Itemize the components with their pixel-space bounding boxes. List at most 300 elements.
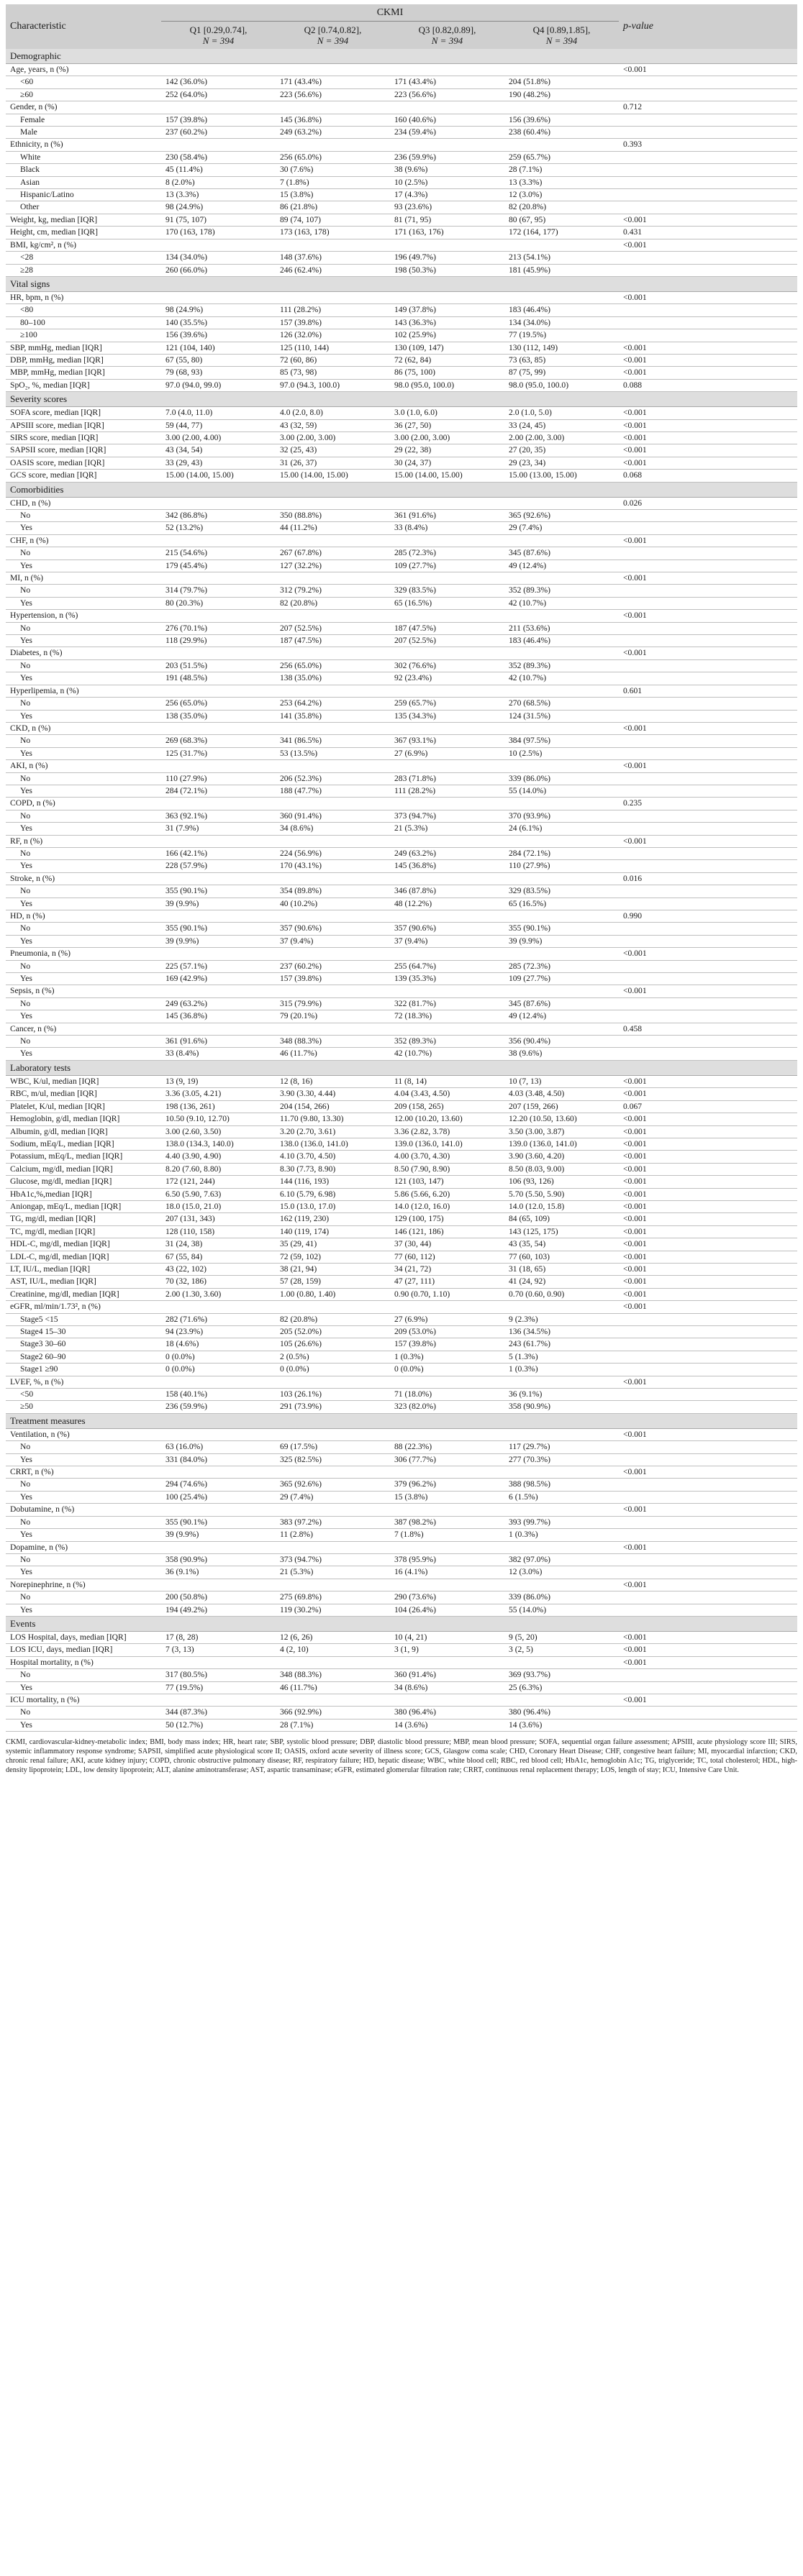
variable-label: HR, bpm, n (%) [6, 291, 161, 303]
value-cell-q3: 7 (1.8%) [390, 1529, 504, 1541]
p-value-cell [619, 547, 797, 559]
value-cell-q1: 145 (36.8%) [161, 1010, 276, 1023]
value-cell-q3: 34 (8.6%) [390, 1681, 504, 1694]
value-cell-q2: 157 (39.8%) [276, 973, 390, 985]
empty-cell [161, 1504, 276, 1516]
value-cell-q2: 207 (52.5%) [276, 622, 390, 634]
category-row [6, 622, 797, 634]
value-cell-q3: 29 (22, 38) [390, 444, 504, 457]
value-cell-q1: 18.0 (15.0, 21.0) [161, 1200, 276, 1212]
category-label: Yes [6, 522, 161, 534]
p-value-cell: <0.001 [619, 985, 797, 997]
category-label: No [6, 585, 161, 597]
category-row [6, 176, 797, 188]
category-row [6, 1553, 797, 1566]
value-cell-q1: 0 (0.0%) [161, 1351, 276, 1363]
value-cell-q4: 352 (89.3%) [504, 659, 619, 672]
p-value-cell [619, 785, 797, 797]
value-cell-q2: 97.0 (94.3, 100.0) [276, 379, 390, 391]
variable-label: HDL-C, mg/dl, median [IQR] [6, 1238, 161, 1251]
value-cell-q2: 350 (88.8%) [276, 510, 390, 522]
value-cell-q3: 306 (77.7%) [390, 1453, 504, 1466]
value-cell-q4: 329 (83.5%) [504, 885, 619, 898]
value-cell-q3: 1 (0.3%) [390, 1351, 504, 1363]
value-cell-q4: 42 (10.7%) [504, 672, 619, 685]
value-cell-q1: 33 (8.4%) [161, 1048, 276, 1060]
value-cell-q2: 3.00 (2.00, 3.00) [276, 431, 390, 444]
value-cell-q4: 369 (93.7%) [504, 1669, 619, 1681]
value-cell-q2: 312 (79.2%) [276, 585, 390, 597]
value-cell-q3: 71 (18.0%) [390, 1389, 504, 1401]
variable-label: Sodium, mEq/L, median [IQR] [6, 1138, 161, 1150]
value-cell-q1: 198 (136, 261) [161, 1100, 276, 1113]
category-row [6, 860, 797, 872]
value-cell-q2: 15 (3.8%) [276, 189, 390, 201]
value-cell-q2: 366 (92.9%) [276, 1707, 390, 1719]
p-value-cell [619, 597, 797, 609]
p-value-cell [619, 960, 797, 972]
p-value-cell: <0.001 [619, 1188, 797, 1200]
value-cell-q2: 44 (11.2%) [276, 522, 390, 534]
value-cell-q2: 373 (94.7%) [276, 1553, 390, 1566]
p-value-cell: <0.001 [619, 354, 797, 366]
empty-cell [276, 985, 390, 997]
variable-label: Hypertension, n (%) [6, 610, 161, 622]
value-cell-q1: 225 (57.1%) [161, 960, 276, 972]
category-label: Yes [6, 785, 161, 797]
value-cell-q1: 31 (24, 38) [161, 1238, 276, 1251]
category-row [6, 1036, 797, 1048]
value-cell-q3: 196 (49.7%) [390, 252, 504, 264]
category-row [6, 189, 797, 201]
empty-cell [161, 64, 276, 76]
value-cell-q4: 181 (45.9%) [504, 264, 619, 276]
value-cell-q3: 352 (89.3%) [390, 1036, 504, 1048]
p-value-cell: <0.001 [619, 64, 797, 76]
value-cell-q1: 249 (63.2%) [161, 997, 276, 1010]
variable-row [6, 367, 797, 379]
value-cell-q4: 49 (12.4%) [504, 1010, 619, 1023]
p-value-cell: <0.001 [619, 1376, 797, 1388]
variable-row [6, 379, 797, 391]
category-row [6, 597, 797, 609]
value-cell-q1: 194 (49.2%) [161, 1604, 276, 1616]
category-label: Yes [6, 1453, 161, 1466]
p-value-cell: <0.001 [619, 367, 797, 379]
empty-cell [161, 1579, 276, 1591]
value-cell-q3: 379 (96.2%) [390, 1479, 504, 1491]
value-cell-q4: 345 (87.6%) [504, 547, 619, 559]
p-value-cell: 0.431 [619, 227, 797, 239]
category-row [6, 1529, 797, 1541]
category-row [6, 1401, 797, 1413]
category-label: Yes [6, 1010, 161, 1023]
value-cell-q4: 238 (60.4%) [504, 127, 619, 139]
variable-row [6, 1238, 797, 1251]
empty-cell [504, 1504, 619, 1516]
p-value-cell [619, 510, 797, 522]
value-cell-q4: 41 (24, 92) [504, 1276, 619, 1288]
section-header-row [6, 482, 797, 497]
empty-cell [276, 685, 390, 697]
empty-cell [161, 610, 276, 622]
p-value-cell [619, 88, 797, 101]
value-cell-q3: 17 (4.3%) [390, 189, 504, 201]
value-cell-q1: 200 (50.8%) [161, 1591, 276, 1604]
p-value-cell [619, 772, 797, 785]
quartile-header-q2: Q2 [0.74,0.82], N = 394 [276, 22, 390, 50]
p-value-cell: <0.001 [619, 835, 797, 847]
empty-cell [161, 291, 276, 303]
category-label: Yes [6, 1529, 161, 1541]
p-value-cell [619, 151, 797, 163]
variable-row [6, 1631, 797, 1643]
empty-cell [161, 1656, 276, 1668]
empty-cell [161, 872, 276, 885]
value-cell-q3: 283 (71.8%) [390, 772, 504, 785]
value-cell-q3: 102 (25.9%) [390, 329, 504, 342]
value-cell-q1: 230 (58.4%) [161, 151, 276, 163]
value-cell-q4: 388 (98.5%) [504, 1479, 619, 1491]
value-cell-q3: 109 (27.7%) [390, 559, 504, 572]
p-value-cell [619, 1338, 797, 1351]
empty-cell [390, 985, 504, 997]
variable-row [6, 342, 797, 354]
empty-cell [390, 1579, 504, 1591]
empty-cell [504, 101, 619, 114]
empty-cell [504, 1466, 619, 1479]
value-cell-q1: 59 (44, 77) [161, 419, 276, 431]
value-cell-q2: 237 (60.2%) [276, 960, 390, 972]
empty-cell [276, 722, 390, 734]
value-cell-q4: 84 (65, 109) [504, 1213, 619, 1225]
value-cell-q2: 188 (47.7%) [276, 785, 390, 797]
value-cell-q2: 148 (37.6%) [276, 252, 390, 264]
value-cell-q4: 12 (3.0%) [504, 189, 619, 201]
value-cell-q4: 98.0 (95.0, 100.0) [504, 379, 619, 391]
value-cell-q1: 43 (22, 102) [161, 1263, 276, 1275]
variable-label: HD, n (%) [6, 910, 161, 923]
value-cell-q4: 285 (72.3%) [504, 960, 619, 972]
p-value-cell [619, 847, 797, 859]
variable-row [6, 1188, 797, 1200]
section-header-row [6, 276, 797, 291]
value-cell-q4: 43 (35, 54) [504, 1238, 619, 1251]
variable-row [6, 1644, 797, 1656]
variable-label: MI, n (%) [6, 572, 161, 585]
value-cell-q2: 357 (90.6%) [276, 923, 390, 935]
p-value-cell: 0.235 [619, 798, 797, 810]
value-cell-q3: 149 (37.8%) [390, 304, 504, 316]
section-title: Vital signs [6, 276, 797, 291]
value-cell-q2: 8.30 (7.73, 8.90) [276, 1163, 390, 1175]
value-cell-q3: 171 (43.4%) [390, 76, 504, 88]
variable-header-row [6, 798, 797, 810]
value-cell-q4: 339 (86.0%) [504, 772, 619, 785]
value-cell-q2: 138 (35.0%) [276, 672, 390, 685]
value-cell-q2: 205 (52.0%) [276, 1326, 390, 1338]
category-label: Yes [6, 710, 161, 722]
empty-cell [161, 985, 276, 997]
value-cell-q3: 373 (94.7%) [390, 810, 504, 822]
category-row [6, 659, 797, 672]
variable-row [6, 1225, 797, 1238]
section-header-row [6, 1060, 797, 1075]
value-cell-q2: 31 (26, 37) [276, 457, 390, 469]
value-cell-q2: 275 (69.8%) [276, 1591, 390, 1604]
p-value-cell: 0.990 [619, 910, 797, 923]
value-cell-q2: 46 (11.7%) [276, 1681, 390, 1694]
category-label: No [6, 885, 161, 898]
value-cell-q4: 211 (53.6%) [504, 622, 619, 634]
value-cell-q1: 6.50 (5.90, 7.63) [161, 1188, 276, 1200]
value-cell-q1: 98 (24.9%) [161, 304, 276, 316]
category-label: Stage3 30–60 [6, 1338, 161, 1351]
value-cell-q3: 37 (30, 44) [390, 1238, 504, 1251]
variable-label: LVEF, %, n (%) [6, 1376, 161, 1388]
value-cell-q2: 103 (26.1%) [276, 1389, 390, 1401]
value-cell-q1: 355 (90.1%) [161, 923, 276, 935]
p-value-cell [619, 823, 797, 835]
category-label: Yes [6, 823, 161, 835]
p-value-cell: <0.001 [619, 291, 797, 303]
value-cell-q4: 77 (19.5%) [504, 329, 619, 342]
p-value-cell: <0.001 [619, 457, 797, 469]
value-cell-q2: 354 (89.8%) [276, 885, 390, 898]
category-label: Yes [6, 1681, 161, 1694]
category-label: Stage1 ≥90 [6, 1364, 161, 1376]
variable-label: CHF, n (%) [6, 534, 161, 547]
variable-row [6, 457, 797, 469]
variable-row [6, 1151, 797, 1163]
value-cell-q4: 25 (6.3%) [504, 1681, 619, 1694]
empty-cell [276, 798, 390, 810]
value-cell-q3: 14.0 (12.0, 16.0) [390, 1200, 504, 1212]
p-value-cell [619, 252, 797, 264]
value-cell-q4: 358 (90.9%) [504, 1401, 619, 1413]
value-cell-q4: 9 (2.3%) [504, 1313, 619, 1325]
variable-label: SIRS score, median [IQR] [6, 431, 161, 444]
value-cell-q2: 171 (43.4%) [276, 76, 390, 88]
p-value-cell: <0.001 [619, 1541, 797, 1553]
value-cell-q4: 12.20 (10.50, 13.60) [504, 1113, 619, 1125]
empty-cell [390, 1466, 504, 1479]
value-cell-q3: 81 (71, 95) [390, 214, 504, 226]
empty-cell [390, 872, 504, 885]
empty-cell [390, 1428, 504, 1440]
value-cell-q2: 138.0 (136.0, 141.0) [276, 1138, 390, 1150]
category-row [6, 997, 797, 1010]
category-label: No [6, 1516, 161, 1528]
empty-cell [161, 647, 276, 659]
value-cell-q3: 72 (62, 84) [390, 354, 504, 366]
empty-cell [504, 1428, 619, 1440]
value-cell-q2: 125 (110, 144) [276, 342, 390, 354]
variable-row [6, 1263, 797, 1275]
variable-label: Cancer, n (%) [6, 1023, 161, 1035]
variable-label: Norepinephrine, n (%) [6, 1579, 161, 1591]
category-row [6, 510, 797, 522]
value-cell-q4: 3.90 (3.60, 4.20) [504, 1151, 619, 1163]
variable-row [6, 431, 797, 444]
category-label: <80 [6, 304, 161, 316]
value-cell-q4: 31 (18, 65) [504, 1263, 619, 1275]
variable-row [6, 1176, 797, 1188]
value-cell-q1: 142 (36.0%) [161, 76, 276, 88]
p-value-cell: <0.001 [619, 1200, 797, 1212]
empty-cell [504, 910, 619, 923]
category-label: Yes [6, 1604, 161, 1616]
category-label: No [6, 659, 161, 672]
category-row [6, 1566, 797, 1579]
value-cell-q3: 302 (76.6%) [390, 659, 504, 672]
p-value-cell: <0.001 [619, 1579, 797, 1591]
section-title: Laboratory tests [6, 1060, 797, 1075]
empty-cell [276, 1376, 390, 1388]
variable-label: COPD, n (%) [6, 798, 161, 810]
category-row [6, 151, 797, 163]
empty-cell [161, 139, 276, 151]
category-label: No [6, 772, 161, 785]
value-cell-q2: 3.20 (2.70, 3.61) [276, 1125, 390, 1138]
value-cell-q3: 198 (50.3%) [390, 264, 504, 276]
category-label: No [6, 1479, 161, 1491]
value-cell-q4: 77 (60, 103) [504, 1251, 619, 1263]
value-cell-q2: 15.00 (14.00, 15.00) [276, 470, 390, 482]
value-cell-q1: 43 (34, 54) [161, 444, 276, 457]
value-cell-q2: 173 (163, 178) [276, 227, 390, 239]
variable-label: CRRT, n (%) [6, 1466, 161, 1479]
variable-header-row [6, 239, 797, 251]
category-label: ≥28 [6, 264, 161, 276]
p-value-cell: 0.068 [619, 470, 797, 482]
empty-cell [390, 497, 504, 509]
empty-cell [276, 1541, 390, 1553]
variable-label: Hospital mortality, n (%) [6, 1656, 161, 1668]
value-cell-q4: 82 (20.8%) [504, 201, 619, 214]
category-label: Yes [6, 635, 161, 647]
value-cell-q3: 3 (1, 9) [390, 1644, 504, 1656]
empty-cell [161, 760, 276, 772]
value-cell-q2: 40 (10.2%) [276, 898, 390, 910]
variable-label: OASIS score, median [IQR] [6, 457, 161, 469]
value-cell-q3: 171 (163, 176) [390, 227, 504, 239]
variable-header-row [6, 1428, 797, 1440]
value-cell-q2: 21 (5.3%) [276, 1566, 390, 1579]
p-value-cell: <0.001 [619, 407, 797, 419]
p-value-cell [619, 316, 797, 329]
value-cell-q1: 355 (90.1%) [161, 885, 276, 898]
category-row [6, 1707, 797, 1719]
value-cell-q3: 30 (24, 37) [390, 457, 504, 469]
variable-label: Glucose, mg/dl, median [IQR] [6, 1176, 161, 1188]
value-cell-q4: 207 (159, 266) [504, 1100, 619, 1113]
p-value-cell [619, 164, 797, 176]
value-cell-q2: 383 (97.2%) [276, 1516, 390, 1528]
value-cell-q2: 246 (62.4%) [276, 264, 390, 276]
value-cell-q3: 255 (64.7%) [390, 960, 504, 972]
variable-row [6, 1163, 797, 1175]
category-label: Yes [6, 1491, 161, 1503]
value-cell-q3: 357 (90.6%) [390, 923, 504, 935]
empty-cell [161, 798, 276, 810]
p-value-cell: <0.001 [619, 1176, 797, 1188]
value-cell-q4: 65 (16.5%) [504, 898, 619, 910]
p-value-cell: <0.001 [619, 214, 797, 226]
p-value-cell [619, 1669, 797, 1681]
p-value-cell [619, 935, 797, 947]
variable-label: TG, mg/dl, median [IQR] [6, 1213, 161, 1225]
variable-label: AST, IU/L, median [IQR] [6, 1276, 161, 1288]
value-cell-q2: 145 (36.8%) [276, 114, 390, 126]
value-cell-q3: 12.00 (10.20, 13.60) [390, 1113, 504, 1125]
p-value-cell: <0.001 [619, 419, 797, 431]
value-cell-q3: 98.0 (95.0, 100.0) [390, 379, 504, 391]
category-row [6, 76, 797, 88]
p-value-cell [619, 1389, 797, 1401]
value-cell-q3: 27 (6.9%) [390, 1313, 504, 1325]
value-cell-q2: 170 (43.1%) [276, 860, 390, 872]
value-cell-q3: 290 (73.6%) [390, 1591, 504, 1604]
variable-label: MBP, mmHg, median [IQR] [6, 367, 161, 379]
value-cell-q4: 277 (70.3%) [504, 1453, 619, 1466]
value-cell-q3: 209 (53.0%) [390, 1326, 504, 1338]
p-value-cell [619, 1707, 797, 1719]
value-cell-q3: 329 (83.5%) [390, 585, 504, 597]
category-row [6, 1313, 797, 1325]
category-label: <50 [6, 1389, 161, 1401]
value-cell-q2: 325 (82.5%) [276, 1453, 390, 1466]
empty-cell [504, 798, 619, 810]
empty-cell [161, 101, 276, 114]
value-cell-q1: 140 (35.5%) [161, 316, 276, 329]
value-cell-q1: 80 (20.3%) [161, 597, 276, 609]
p-value-cell: <0.001 [619, 1263, 797, 1275]
value-cell-q2: 28 (7.1%) [276, 1719, 390, 1731]
value-cell-q2: 105 (26.6%) [276, 1338, 390, 1351]
p-value-cell [619, 264, 797, 276]
value-cell-q1: 215 (54.6%) [161, 547, 276, 559]
value-cell-q4: 259 (65.7%) [504, 151, 619, 163]
variable-label: Ethnicity, n (%) [6, 139, 161, 151]
value-cell-q3: 380 (96.4%) [390, 1707, 504, 1719]
variable-label: CHD, n (%) [6, 497, 161, 509]
category-label: No [6, 622, 161, 634]
value-cell-q3: 36 (27, 50) [390, 419, 504, 431]
variable-label: DBP, mmHg, median [IQR] [6, 354, 161, 366]
variable-label: WBC, K/ul, median [IQR] [6, 1075, 161, 1087]
value-cell-q3: 0 (0.0%) [390, 1364, 504, 1376]
value-cell-q4: 3.50 (3.00, 3.87) [504, 1125, 619, 1138]
value-cell-q4: 124 (31.5%) [504, 710, 619, 722]
value-cell-q1: 0 (0.0%) [161, 1364, 276, 1376]
p-value-cell: <0.001 [619, 1504, 797, 1516]
empty-cell [390, 1541, 504, 1553]
value-cell-q2: 35 (29, 41) [276, 1238, 390, 1251]
p-value-cell [619, 810, 797, 822]
value-cell-q3: 234 (59.4%) [390, 127, 504, 139]
value-cell-q4: 39 (9.9%) [504, 935, 619, 947]
value-cell-q2: 315 (79.9%) [276, 997, 390, 1010]
value-cell-q1: 344 (87.3%) [161, 1707, 276, 1719]
value-cell-q2: 365 (92.6%) [276, 1479, 390, 1491]
p-value-cell: <0.001 [619, 1213, 797, 1225]
value-cell-q3: 285 (72.3%) [390, 547, 504, 559]
category-label: White [6, 151, 161, 163]
value-cell-q2: 360 (91.4%) [276, 810, 390, 822]
empty-cell [504, 835, 619, 847]
p-value-header: p-value [619, 4, 797, 49]
